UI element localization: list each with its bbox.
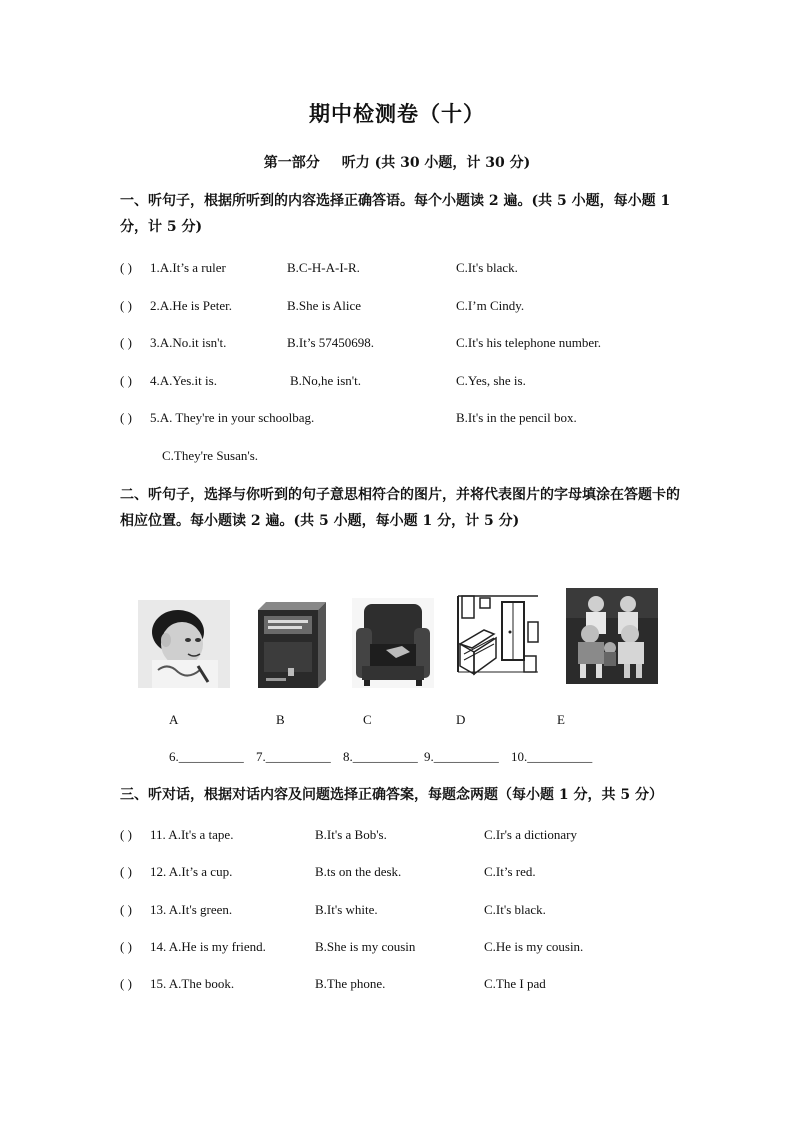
option-a: 12. A.It’s a cup. [150, 864, 233, 879]
option-c: C.It's black. [456, 260, 518, 275]
option-a: 11. A.It's a tape. [150, 827, 234, 842]
answer-paren: ( ) [120, 410, 132, 425]
option-b: B.She is Alice [287, 298, 362, 313]
picture-letter-e: E [557, 712, 565, 727]
option-a: 1.A.It’s a ruler [150, 260, 226, 275]
picture-options [136, 588, 666, 693]
room-bed-icon [454, 592, 542, 688]
picture-letter-b: B [276, 712, 285, 727]
section2-heading: 二、听句子，选择与你听到的句子意思相符合的图片，并将代表图片的字母填涂在答题卡的相应位置。每小题读 2 遍。(共 5 小题，每小题 1 分，计 5 分) [120, 487, 680, 529]
option-a: 2.A.He is Peter. [150, 298, 232, 313]
answer-paren: ( ) [120, 939, 132, 954]
option-b: B.No,he isn't. [290, 373, 361, 388]
answer-paren: ( ) [120, 864, 132, 879]
option-c: C.The I pad [484, 976, 546, 991]
option-b: B.It's white. [315, 902, 378, 917]
answer-paren: ( ) [120, 335, 132, 350]
page-title: 期中检测卷（十） [309, 101, 485, 126]
part-one-name: 听力 (共 30 小题，计 30 分) [341, 155, 531, 171]
answer-paren: ( ) [120, 373, 132, 388]
answer-blank-10[interactable]: 10.__________ [511, 749, 593, 764]
answer-paren: ( ) [120, 902, 132, 917]
option-b: B.C-H-A-I-R. [287, 260, 360, 275]
dictionary-book-icon [252, 598, 332, 690]
answer-paren: ( ) [120, 298, 132, 313]
option-a: 3.A.No.it isn't. [150, 335, 227, 350]
option-c: C.It's black. [484, 902, 546, 917]
option-a: 13. A.It's green. [150, 902, 233, 917]
armchair-icon [352, 598, 434, 688]
option-a: 15. A.The book. [150, 976, 235, 991]
section3-heading: 三、听对话，根据对话内容及问题选择正确答案，每题念两题（每小题 1 分，共 5 分） [120, 787, 663, 803]
option-c: C.They're Susan's. [162, 448, 259, 463]
option-a: 4.A.Yes.it is. [150, 373, 217, 388]
option-c: C.He is my cousin. [484, 939, 584, 954]
option-a: 14. A.He is my friend. [150, 939, 266, 954]
picture-letter-a: A [169, 712, 179, 727]
option-b: B.It's in the pencil box. [456, 410, 577, 425]
option-c: C.It's his telephone number. [456, 335, 601, 350]
answer-paren: ( ) [120, 827, 132, 842]
picture-letter-d: D [456, 712, 466, 727]
option-c: C.Yes, she is. [456, 373, 526, 388]
option-b: B.It’s 57450698. [287, 335, 375, 350]
picture-letter-c: C [363, 712, 372, 727]
part-one-label: 第一部分 [263, 155, 320, 171]
answer-blank-8[interactable]: 8.__________ [343, 749, 418, 764]
option-b: B.The phone. [315, 976, 386, 991]
section1-heading: 一、听句子，根据所听到的内容选择正确答语。每个小题读 2 遍。(共 5 小题，每小题 1 分，计 5 分) [120, 193, 671, 235]
answer-blank-7[interactable]: 7.__________ [256, 749, 331, 764]
answer-paren: ( ) [120, 260, 132, 275]
answer-blank-6[interactable]: 6.__________ [169, 749, 244, 764]
option-b: B.She is my cousin [315, 939, 416, 954]
option-c: C.Ir's a dictionary [484, 827, 577, 842]
option-b: B.ts on the desk. [315, 864, 402, 879]
option-c: C.I’m Cindy. [456, 298, 525, 313]
option-b: B.It's a Bob's. [315, 827, 387, 842]
option-c: C.It’s red. [484, 864, 536, 879]
part-one-heading [0, 152, 794, 172]
answer-blank-9[interactable]: 9.__________ [424, 749, 499, 764]
boy-photo-icon [138, 600, 230, 688]
answer-paren: ( ) [120, 976, 132, 991]
option-a: 5.A. They're in your schoolbag. [150, 410, 315, 425]
family-photo-icon [566, 588, 658, 684]
